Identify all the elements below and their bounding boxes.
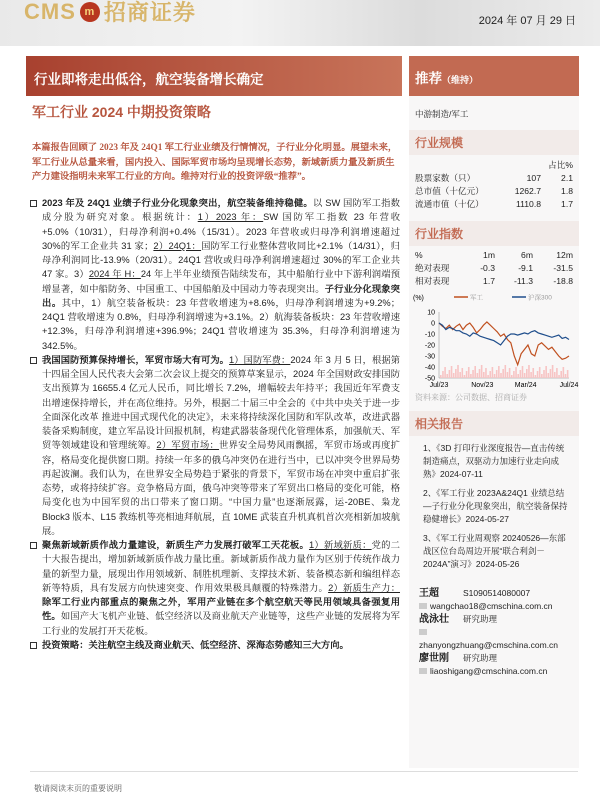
chart-source: 资料来源：公司数据、招商证券 bbox=[415, 393, 527, 402]
analyst-email[interactable]: zhanyongzhuang@cmschina.com.cn bbox=[419, 640, 559, 650]
volume-bar bbox=[560, 371, 562, 378]
volume-bar bbox=[485, 368, 487, 378]
volume-bar bbox=[515, 367, 517, 378]
volume-bar bbox=[489, 371, 491, 378]
index-heading: 行业指数 bbox=[409, 221, 579, 246]
text-run: SW 国防军工指数 23 年营收+5.0%（10/31），归母净利润+0.4%（15/31）。2023 年营收或归母净利润增速超过 30%的军工企业共 31 家； bbox=[42, 212, 400, 251]
text-run: 党的二十大报告提出，增加新域新质作战力量比重。新域新质作战力量作为区别于传统作战力量的新型力量，展现出作用领域新、制胜机理新、支撑技术新、装备模态新和编组样态新等特质，具有发展方向快速突变、作用效果极具颠覆的特殊潜力。 bbox=[42, 540, 400, 593]
volume-bar bbox=[481, 365, 483, 378]
volume-bar bbox=[565, 374, 567, 378]
volume-bar bbox=[462, 368, 464, 378]
scale-row bbox=[409, 198, 579, 211]
volume-bar bbox=[541, 374, 543, 378]
text-run: 子行业分化现象突出。 bbox=[42, 283, 400, 308]
checkbox-bullet-icon bbox=[30, 357, 37, 364]
volume-bar bbox=[487, 375, 489, 378]
text-run: 世界安全局势风雨飘摇，军贸市场或再度扩容，格局变化提供窗口期。持续一年多的俄乌冲突仍在进行当中，已以冲突令世界局势再起波澜。我们认为，在世界安全局势趋于紧张的背景下，军贸市场在冲突中重启扩张态势，或将持续扩容。竞争格局方面，俄乌冲突等带来了军贸出口格局的变化可能，格局变化也为中国军贸的出口带来了窗口期。“中国力量”也逐渐展露，运-20BE、枭龙 Block3 版本、L15 教练机等亮相迪拜航展，直 10ME 武装直升机真机首次亮相新加坡航展。 bbox=[42, 440, 400, 536]
analyst-name: 廖世刚 bbox=[419, 653, 449, 664]
volume-bar bbox=[479, 369, 481, 378]
y-tick-label: 10 bbox=[427, 309, 435, 317]
reports-heading: 相关报告 bbox=[409, 411, 579, 436]
volume-bar bbox=[556, 368, 558, 378]
volume-bar bbox=[513, 371, 515, 378]
scale-row bbox=[409, 185, 579, 198]
scale-row bbox=[409, 172, 579, 185]
related-reports bbox=[409, 436, 579, 571]
bullet-paragraph bbox=[30, 196, 400, 353]
scale-table bbox=[409, 172, 579, 211]
index-header-row bbox=[409, 249, 579, 262]
scale-heading: 行业规模 bbox=[409, 130, 579, 155]
volume-bar bbox=[468, 367, 470, 378]
scale-cell: 107 bbox=[526, 173, 541, 183]
volume-bar bbox=[507, 372, 509, 378]
text-run: 除军工行业内部重点的聚焦之外，军用产业链在多个航空航天等民用领域具备强复用性。 bbox=[42, 597, 400, 622]
report-title: 行业即将走出低谷，航空装备增长确定 bbox=[26, 56, 402, 96]
analyst-email[interactable]: liaoshigang@cmschina.com.cn bbox=[430, 666, 548, 676]
scale-cell: 流通市值（十亿） bbox=[415, 199, 484, 209]
volume-bar bbox=[545, 366, 547, 378]
volume-bar bbox=[532, 368, 534, 378]
analyst-email-row bbox=[409, 600, 579, 613]
bullet-paragraph bbox=[30, 538, 400, 638]
volume-bar bbox=[470, 374, 472, 378]
volume-bar bbox=[457, 365, 459, 378]
analyst-info: S1090514080007 bbox=[463, 588, 531, 598]
logo-cn: 招商证券 bbox=[103, 0, 196, 25]
volume-bar bbox=[548, 373, 550, 378]
analyst bbox=[409, 652, 579, 665]
text-run: 我国国防预算保持增长，军贸市场大有可为。 bbox=[42, 354, 230, 365]
x-tick-label: Nov/23 bbox=[471, 382, 494, 389]
index-cell: -18.8 bbox=[553, 276, 573, 286]
analyst-info: 研究助理 bbox=[463, 653, 498, 663]
text-run: 2024 年 3 月 5 日，根据第十四届全国人民代表大会第二次会议上提交的预算草案显示，2024 年全国财政安排国防支出预算为 16655.4 亿元人民币，同比增长 7.2%，增幅较去年持平；我国近年军费支出增速保持增长，并在高位维持。另外，根据二十届三中全会的《中共中央关于进一步全面深化改革 推进中国式现代化的决定》，未来将持续深化国防和军队改革，改进武器装备采购制度，建立军品设计回报机制，构建武器装备现代化管理体系，加强航天、军贸等领域建设和管理统筹。 bbox=[42, 354, 400, 451]
text-run: 投资策略：关注航空主线及商业航天、低空经济、深海态势感知三大方向。 bbox=[42, 639, 349, 650]
volume-bar bbox=[464, 375, 466, 378]
volume-bar bbox=[563, 367, 565, 378]
volume-bar bbox=[530, 372, 532, 378]
logo bbox=[24, 0, 196, 27]
scale-cell: 1.7 bbox=[561, 199, 573, 209]
summary: 本篇报告回顾了 2023 年及 24Q1 军工行业业绩及行情情况，子行业分化明显。展望未来，军工行业从总量来看，国内投入、国际军贸市场均呈现增长态势，新域新质力量及新质生产力建设指明未来军工行业的方向。维持对行业的投资评级“推荐”。 bbox=[32, 143, 398, 183]
volume-bar bbox=[535, 375, 537, 378]
text-run: 以 SW 国防军工指数成分股为研究对象。根据统计： bbox=[42, 198, 400, 223]
series-line-0 bbox=[439, 322, 569, 365]
index-header: 12m bbox=[556, 250, 573, 260]
volume-bar bbox=[483, 372, 485, 378]
volume-bar bbox=[537, 371, 539, 378]
volume-bar bbox=[511, 375, 513, 378]
index-cell: -31.5 bbox=[553, 263, 573, 273]
related-report-link[interactable]: 1、《3D 打印行业深度报告—直击传统制造痛点，双驱动力加速行业走向成熟》2024-07-11 bbox=[423, 443, 565, 479]
footer-divider bbox=[30, 771, 578, 772]
y-tick-label: 0 bbox=[431, 320, 435, 328]
x-tick-label: Jul/23 bbox=[429, 382, 449, 389]
analyst bbox=[409, 587, 579, 600]
sidebar bbox=[409, 96, 579, 768]
volume-bar bbox=[498, 366, 500, 378]
header-banner bbox=[0, 0, 600, 46]
x-tick-label: Mar/24 bbox=[514, 382, 537, 389]
analyst-email-row bbox=[409, 665, 579, 678]
text-run: 1）2023 年： bbox=[197, 212, 264, 223]
volume-bar bbox=[526, 369, 528, 378]
y-tick-label: -20 bbox=[424, 342, 435, 350]
text-run: 如国产大飞机产业链、低空经济以及商业航天产业链等，这些产业链的发展将为军工行业的发展打开天花板。 bbox=[42, 611, 400, 636]
legend-label: 沪深300 bbox=[528, 294, 552, 302]
bullet-paragraph bbox=[30, 638, 400, 652]
report-date: 2024 年 07 月 29 日 bbox=[478, 15, 576, 27]
scale-cell: 股票家数（只） bbox=[415, 173, 476, 183]
analyst-email[interactable]: wangchao18@cmschina.com.cn bbox=[430, 601, 553, 611]
y-tick-label: -50 bbox=[424, 375, 435, 383]
text-run: 24 年上半年业绩预告陆续发布，其中船舶行业中下游利润端预增显著，如中船防务、中国重工、中国船舶及中国动力等表现突出。 bbox=[42, 269, 400, 294]
index-header: 1m bbox=[483, 250, 495, 260]
volume-bar bbox=[453, 373, 455, 378]
mail-icon bbox=[419, 603, 427, 609]
volume-bar bbox=[502, 369, 504, 378]
mail-icon bbox=[419, 629, 427, 635]
rating-label: 推荐 bbox=[415, 71, 442, 86]
rating-sub: （维持） bbox=[442, 75, 479, 85]
legend-label: 军工 bbox=[470, 294, 483, 302]
scale-col-header: 占比% bbox=[548, 160, 573, 170]
analysts bbox=[409, 587, 579, 678]
volume-bar bbox=[539, 367, 541, 378]
logo-icon: m bbox=[80, 2, 100, 22]
report-body bbox=[30, 196, 400, 652]
index-cell: 绝对表现 bbox=[415, 263, 450, 273]
scale-cell: 1.8 bbox=[561, 186, 573, 196]
scale-cell: 2.1 bbox=[561, 173, 573, 183]
volume-bar bbox=[524, 373, 526, 378]
text-run: 其中，1）航空装备板块：23 年营收增速为+8.6%，归母净利润增速为+9.2%；24Q1 营收增速为 0.8%，归母净利润增速为+3.1%。2）航海装备板块：23 年营收增速+12.3%，归母净利润增速+396.9%；24Q1 营收增速为 35.3%，归母净利润增速为 342.5%。 bbox=[42, 297, 400, 351]
volume-bar bbox=[528, 365, 530, 378]
volume-bar bbox=[554, 372, 556, 378]
volume-bar bbox=[477, 373, 479, 378]
index-row bbox=[409, 275, 579, 288]
index-chart bbox=[409, 290, 579, 390]
report-subtitle: 军工行业 2024 中期投资策略 bbox=[32, 104, 211, 120]
volume-bar bbox=[520, 370, 522, 378]
footer-note: 敬请阅读末页的重要说明 bbox=[34, 784, 122, 793]
volume-bar bbox=[552, 365, 554, 378]
volume-bar bbox=[440, 375, 442, 378]
analyst-name: 王超 bbox=[419, 588, 439, 599]
index-cell: -0.3 bbox=[480, 263, 495, 273]
volume-bar bbox=[474, 366, 476, 378]
text-run: 2）新质生产力： bbox=[328, 582, 400, 593]
industry-label: 中游制造/军工 bbox=[415, 109, 469, 119]
text-run: 2023 年及 24Q1 业绩子行业分化现象突出，航空装备维持稳健。 bbox=[42, 198, 313, 208]
scale-cell: 1110.8 bbox=[515, 199, 541, 209]
index-cell: -9.1 bbox=[518, 263, 533, 273]
volume-bar bbox=[509, 368, 511, 378]
volume-bar bbox=[550, 369, 552, 378]
y-tick-label: -40 bbox=[424, 364, 435, 372]
volume-bar bbox=[505, 365, 507, 378]
text-run: 1）国防军费： bbox=[229, 354, 291, 365]
logo-text: CMS bbox=[24, 0, 76, 24]
text-run: 2024 年 H： bbox=[88, 269, 141, 280]
volume-bar bbox=[444, 367, 446, 378]
volume-bar bbox=[466, 371, 468, 378]
index-cell: -11.3 bbox=[514, 276, 533, 286]
index-table bbox=[409, 249, 579, 288]
bullet-paragraph bbox=[30, 353, 400, 538]
related-report-link[interactable]: 2、《军工行业 2023A&24Q1 业绩总结—子行业分化现象突出，航空装备保持稳健增长》2024-05-27 bbox=[423, 488, 568, 524]
scale-cell: 1262.7 bbox=[514, 186, 541, 196]
analyst-info: 研究助理 bbox=[463, 614, 498, 624]
analyst bbox=[409, 613, 579, 626]
volume-bar bbox=[494, 374, 496, 378]
rating-box bbox=[409, 56, 579, 96]
volume-bar bbox=[517, 374, 519, 378]
volume-bar bbox=[558, 375, 560, 378]
y-tick-label: -10 bbox=[424, 331, 435, 339]
analyst-name: 战泳壮 bbox=[419, 614, 449, 625]
related-report-link[interactable]: 3、《军工行业周观察 20240526—东部战区位台岛周边开展“联合利剑－2024A”演习》2024-05-26 bbox=[423, 533, 566, 569]
checkbox-bullet-icon bbox=[30, 642, 37, 649]
checkbox-bullet-icon bbox=[30, 542, 37, 549]
index-header: 6m bbox=[521, 250, 533, 260]
text-run: 2）军贸市场： bbox=[156, 440, 220, 451]
index-cell: 相对表现 bbox=[415, 276, 450, 286]
volume-bar bbox=[500, 373, 502, 378]
text-run: 聚焦新域新质作战力量建设，新质生产力发展打破军工天花板。 bbox=[42, 540, 309, 550]
text-run: 1）新域新质： bbox=[308, 540, 372, 550]
volume-bar bbox=[449, 370, 451, 378]
volume-bar bbox=[446, 374, 448, 378]
index-row bbox=[409, 262, 579, 275]
volume-bar bbox=[543, 370, 545, 378]
y-axis-label: (%) bbox=[413, 295, 424, 302]
volume-bar bbox=[451, 366, 453, 378]
text-run: 2）24Q1： bbox=[153, 240, 202, 251]
volume-bar bbox=[567, 370, 569, 378]
volume-bar bbox=[496, 370, 498, 378]
volume-bar bbox=[442, 371, 444, 378]
volume-bar bbox=[459, 372, 461, 378]
index-header: % bbox=[415, 250, 423, 260]
volume-bar bbox=[472, 370, 474, 378]
analyst-email-row bbox=[409, 626, 579, 652]
volume-bar bbox=[522, 366, 524, 378]
volume-bar bbox=[455, 369, 457, 378]
text-run: 国防军工行业整体营收同比+2.1%（14/31），归母净利润同比-13.9%（20/31）。24Q1 营收或归母净利润增速超过 30%的军工企业共 47 家。3） bbox=[42, 240, 400, 280]
y-tick-label: -30 bbox=[424, 353, 435, 361]
volume-bar bbox=[492, 367, 494, 378]
checkbox-bullet-icon bbox=[30, 200, 37, 207]
index-cell: 1.7 bbox=[483, 276, 495, 286]
scale-cell: 总市值（十亿元） bbox=[415, 186, 484, 196]
x-tick-label: Jul/24 bbox=[559, 382, 579, 389]
mail-icon bbox=[419, 668, 427, 674]
